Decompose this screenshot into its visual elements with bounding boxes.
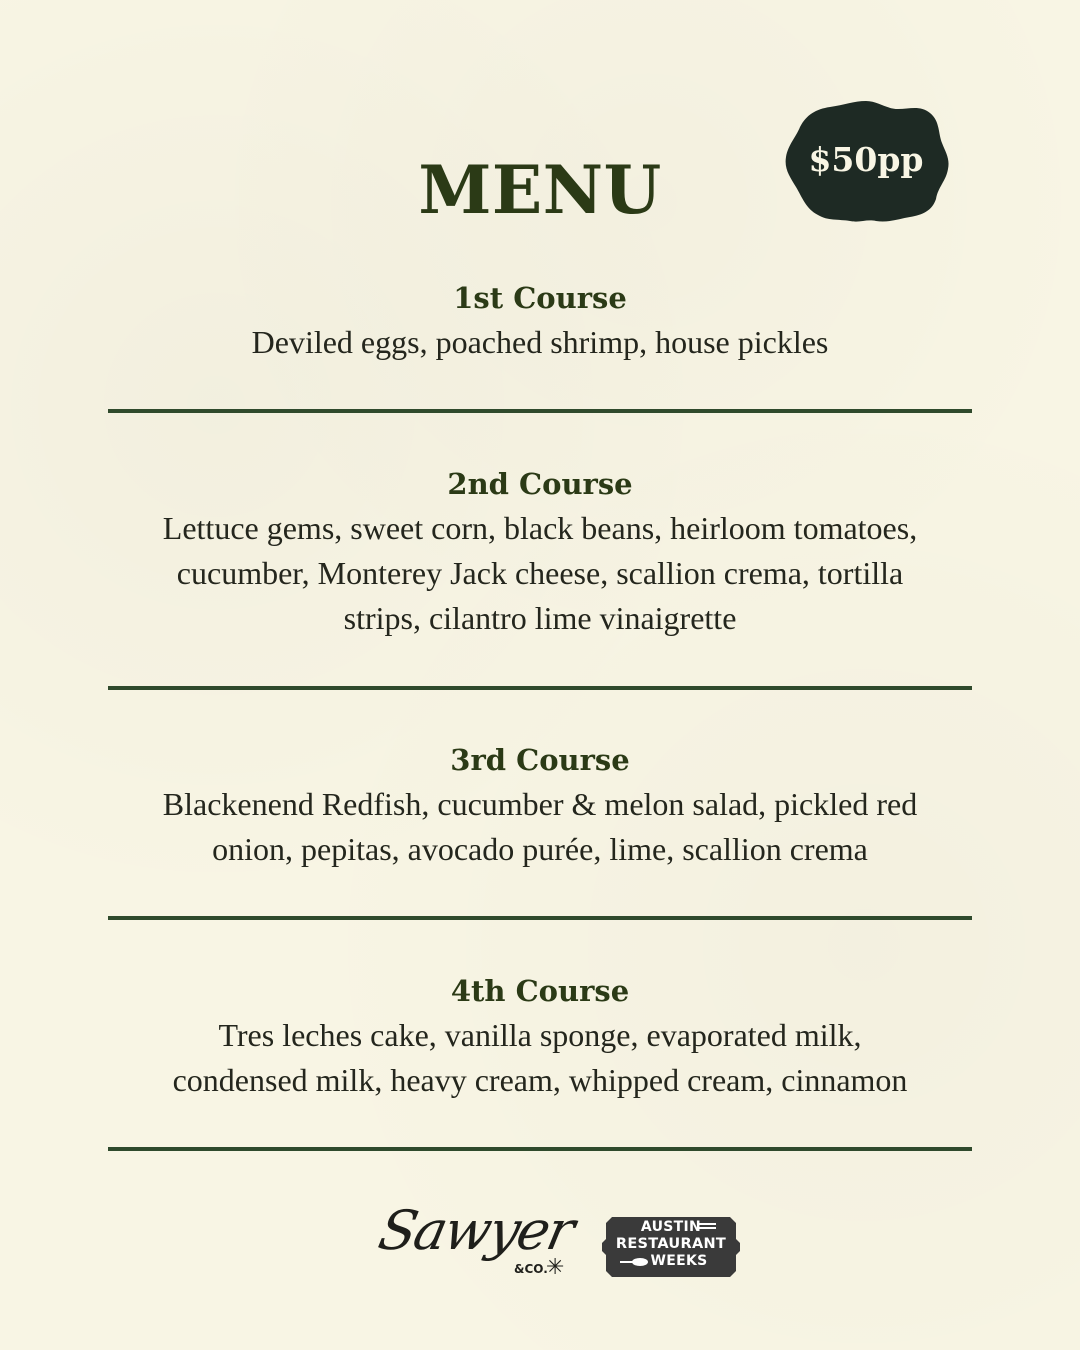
course-description-line: Deviled eggs, poached shrimp, house pickles (251, 324, 829, 360)
course-description-line: condensed milk, heavy cream, whipped cream, cinnamon (172, 1062, 908, 1098)
course-heading: 2nd Course (447, 467, 633, 501)
sawyer-logo (373, 1199, 579, 1299)
sawyer-wordmark: Sawyer (373, 1199, 579, 1262)
course-description-line: strips, cilantro lime vinaigrette (343, 600, 737, 636)
austin-restaurant-weeks-logo (602, 1215, 740, 1279)
price-badge (782, 97, 950, 225)
footer-logos (0, 1195, 1080, 1305)
divider (108, 409, 972, 413)
course-1 (108, 276, 972, 365)
menu-title: MENU (418, 151, 662, 229)
course-3 (108, 738, 972, 872)
divider (108, 1147, 972, 1151)
course-2 (108, 462, 972, 641)
course-heading: 4th Course (450, 974, 630, 1008)
course-description-line: onion, pepitas, avocado purée, lime, scallion crema (212, 831, 868, 867)
price-label: $50pp (808, 139, 924, 179)
course-description-line: Tres leches cake, vanilla sponge, evaporated milk, (218, 1017, 862, 1053)
arw-line-1: AUSTIN (640, 1219, 702, 1235)
course-description-line: Lettuce gems, sweet corn, black beans, heirloom tomatoes, (162, 510, 918, 546)
course-heading: 3rd Course (450, 743, 630, 777)
arw-line-3: WEEKS (650, 1253, 708, 1269)
course-description-line: cucumber, Monterey Jack cheese, scallion crema, tortilla (176, 555, 904, 591)
arw-line-2: RESTAURANT (615, 1236, 727, 1252)
course-heading: 1st Course (453, 281, 627, 315)
sawyer-suffix: &CO. (514, 1262, 548, 1276)
divider (108, 686, 972, 690)
course-description-line: Blackenend Redfish, cucumber & melon salad, pickled red (162, 786, 918, 822)
course-4 (108, 969, 972, 1103)
divider (108, 916, 972, 920)
sparkle-icon: ✳ (546, 1255, 565, 1280)
